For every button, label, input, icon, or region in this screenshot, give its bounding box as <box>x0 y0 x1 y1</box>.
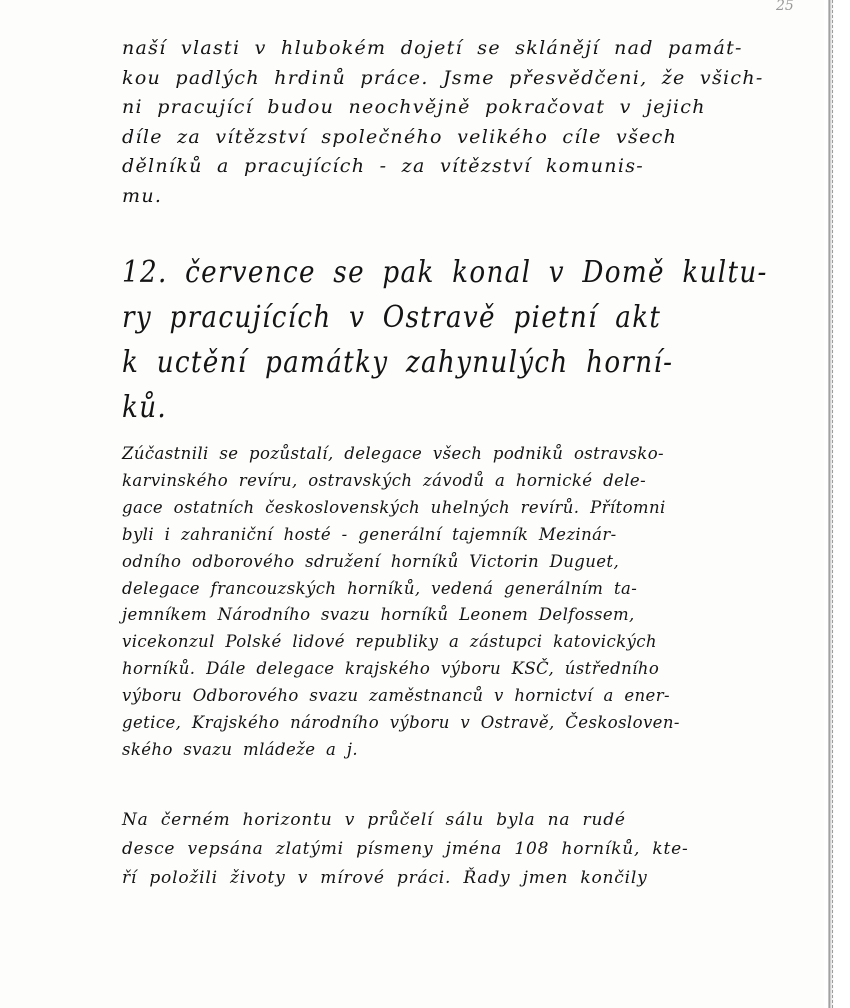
text-line: naší vlasti v hlubokém dojetí se sklánějí nad památ- <box>122 37 743 59</box>
text-line: ni pracující budou neochvějně pokračovat v jejich <box>122 96 706 118</box>
text-line: ského svazu mládeže a j. <box>122 739 359 759</box>
text-line: Na černém horizontu v průčelí sálu byla na rudé <box>122 810 626 830</box>
paragraph-attendees <box>122 441 680 764</box>
heading-line: 12. července se pak konal v Domě kultu- <box>122 255 768 290</box>
text-line: dělníků a pracujících - za vítězství komunis- <box>122 155 644 177</box>
text-line: ří položili životy v mírové práci. Řady jmen končily <box>122 868 648 888</box>
text-line: horníků. Dále delegace krajského výboru KSČ, ústředního <box>122 659 660 679</box>
text-line: díle za vítězství společného velikého cíle všech <box>122 125 678 148</box>
text-line: jemníkem Národního svazu horníků Leonem Delfossem, <box>122 605 635 625</box>
text-line: byli i zahraniční hosté - generální tajemník Mezinár- <box>122 524 617 544</box>
text-line: gace ostatních československých uhelných revírů. Přítomni <box>122 497 666 517</box>
heading-line: k uctění památky zahynulých horní- <box>122 345 674 380</box>
text-line: mu. <box>122 184 163 207</box>
binding-edge <box>824 0 850 1008</box>
text-line: getice, Krajského národního výboru v Ostravě, Českosloven- <box>122 713 680 733</box>
text-line: odního odborového sdružení horníků Victorin Duguet, <box>122 551 620 571</box>
paragraph-memorial-board <box>122 806 689 893</box>
text-line: desce vepsána zlatými písmeny jména 108 horníků, kte- <box>122 839 689 859</box>
heading-line: ků. <box>122 390 168 425</box>
text-line: kou padlých hrdinů práce. Jsme přesvědčeni, že všich- <box>122 66 764 89</box>
paragraph-tribute <box>122 34 764 211</box>
text-line: výboru Odborového svazu zaměstnanců v hornictví a ener- <box>122 686 670 706</box>
text-line: Zúčastnili se pozůstalí, delegace všech podniků ostravsko- <box>122 444 665 463</box>
heading-line: ry pracujících v Ostravě pietní akt <box>122 300 662 335</box>
text-line: vicekonzul Polské lidové republiky a zástupci katovických <box>122 632 657 652</box>
heading-memorial-act <box>122 250 850 430</box>
page-number: 25 <box>776 0 794 14</box>
text-line: delegace francouzských horníků, vedená generálním ta- <box>122 578 638 598</box>
text-line: karvinského revíru, ostravských závodů a hornické dele- <box>122 470 647 490</box>
